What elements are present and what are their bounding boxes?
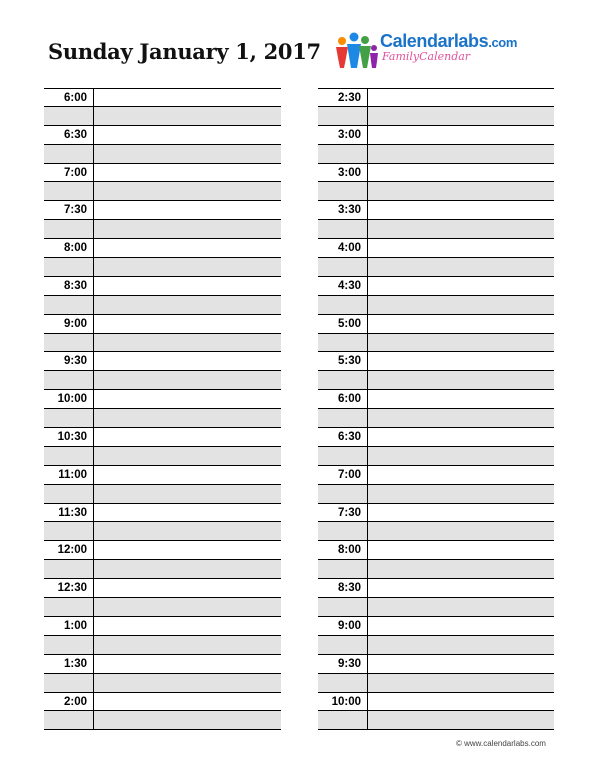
appointment-slot[interactable]	[368, 522, 554, 540]
family-people-icon	[334, 32, 378, 70]
appointment-slot[interactable]	[94, 711, 281, 729]
time-label-empty	[318, 711, 368, 729]
appointment-slot[interactable]	[368, 711, 554, 729]
time-slot-row	[318, 88, 554, 107]
appointment-slot[interactable]	[368, 220, 554, 238]
time-label-empty	[44, 674, 94, 692]
time-label: 8:30	[44, 277, 94, 295]
time-label-empty	[318, 522, 368, 540]
half-slot-row	[44, 447, 281, 466]
schedule-column-right	[318, 88, 554, 730]
time-label: 2:30	[318, 89, 368, 106]
appointment-slot[interactable]	[368, 674, 554, 692]
time-label: 1:00	[44, 617, 94, 635]
time-label: 9:30	[318, 655, 368, 673]
time-label-empty	[44, 182, 94, 200]
half-slot-row	[318, 598, 554, 617]
appointment-slot[interactable]	[94, 258, 281, 276]
half-slot-row	[318, 220, 554, 239]
time-label-empty	[318, 598, 368, 616]
half-slot-row	[44, 409, 281, 428]
time-slot-row	[318, 201, 554, 220]
page-title: Sunday January 1, 2017	[48, 39, 321, 64]
schedule-column-left	[44, 88, 281, 730]
appointment-slot[interactable]	[94, 636, 281, 654]
appointment-slot[interactable]	[368, 164, 554, 182]
time-slot-row	[318, 352, 554, 371]
time-label-empty	[44, 145, 94, 163]
time-label-empty	[318, 296, 368, 314]
time-slot-row	[318, 617, 554, 636]
half-slot-row	[318, 636, 554, 655]
time-slot-row	[318, 541, 554, 560]
appointment-slot[interactable]	[368, 352, 554, 370]
time-label-empty	[44, 560, 94, 578]
time-label: 3:00	[318, 164, 368, 182]
time-label: 6:00	[318, 390, 368, 408]
appointment-slot[interactable]	[368, 636, 554, 654]
half-slot-row	[318, 107, 554, 126]
time-slot-row	[44, 428, 281, 447]
time-label: 4:00	[318, 239, 368, 257]
time-slot-row	[318, 164, 554, 183]
appointment-slot[interactable]	[94, 201, 281, 219]
time-slot-row	[318, 277, 554, 296]
appointment-slot[interactable]	[368, 655, 554, 673]
time-slot-row	[44, 504, 281, 523]
time-label-empty	[318, 447, 368, 465]
appointment-slot[interactable]	[94, 617, 281, 635]
time-slot-row	[318, 504, 554, 523]
logo-brand-domain: .com	[488, 35, 517, 50]
appointment-slot[interactable]	[368, 617, 554, 635]
time-slot-row	[44, 277, 281, 296]
appointment-slot[interactable]	[368, 315, 554, 333]
time-slot-row	[44, 466, 281, 485]
time-label: 8:30	[318, 579, 368, 597]
time-label-empty	[44, 598, 94, 616]
appointment-slot[interactable]	[94, 541, 281, 559]
time-label-empty	[44, 296, 94, 314]
appointment-slot[interactable]	[94, 126, 281, 144]
time-label-empty	[44, 636, 94, 654]
time-label: 10:30	[44, 428, 94, 446]
half-slot-row	[44, 334, 281, 353]
appointment-slot[interactable]	[94, 598, 281, 616]
appointment-slot[interactable]	[94, 352, 281, 370]
time-label: 3:00	[318, 126, 368, 144]
time-slot-row	[44, 201, 281, 220]
time-label: 5:30	[318, 352, 368, 370]
time-label-empty	[318, 409, 368, 427]
appointment-slot[interactable]	[368, 201, 554, 219]
time-label: 3:30	[318, 201, 368, 219]
time-label: 7:00	[44, 164, 94, 182]
appointment-slot[interactable]	[94, 296, 281, 314]
appointment-slot[interactable]	[368, 258, 554, 276]
time-label-empty	[44, 220, 94, 238]
half-slot-row	[318, 560, 554, 579]
time-label-empty	[44, 522, 94, 540]
half-slot-row	[44, 296, 281, 315]
appointment-slot[interactable]	[94, 334, 281, 352]
half-slot-row	[44, 220, 281, 239]
appointment-slot[interactable]	[94, 107, 281, 125]
time-label: 6:30	[318, 428, 368, 446]
time-label-empty	[318, 334, 368, 352]
time-label-empty	[318, 145, 368, 163]
appointment-slot[interactable]	[94, 277, 281, 295]
half-slot-row	[44, 560, 281, 579]
time-label: 6:00	[44, 89, 94, 106]
time-label: 8:00	[318, 541, 368, 559]
appointment-slot[interactable]	[368, 485, 554, 503]
time-slot-row	[44, 352, 281, 371]
time-slot-row	[318, 428, 554, 447]
half-slot-row	[44, 636, 281, 655]
time-label-empty	[318, 258, 368, 276]
appointment-slot[interactable]	[368, 239, 554, 257]
appointment-slot[interactable]	[368, 466, 554, 484]
half-slot-row	[44, 107, 281, 126]
half-slot-row	[318, 522, 554, 541]
time-slot-row	[44, 126, 281, 145]
appointment-slot[interactable]	[94, 89, 281, 106]
time-slot-row	[318, 579, 554, 598]
appointment-slot[interactable]	[368, 598, 554, 616]
time-label-empty	[318, 485, 368, 503]
appointment-slot[interactable]	[94, 466, 281, 484]
time-slot-row	[44, 655, 281, 674]
appointment-slot[interactable]	[368, 296, 554, 314]
half-slot-row	[44, 522, 281, 541]
time-label: 12:00	[44, 541, 94, 559]
appointment-slot[interactable]	[94, 145, 281, 163]
appointment-slot[interactable]	[368, 428, 554, 446]
appointment-slot[interactable]	[94, 655, 281, 673]
appointment-slot[interactable]	[368, 693, 554, 711]
time-label-empty	[44, 334, 94, 352]
appointment-slot[interactable]	[94, 560, 281, 578]
appointment-slot[interactable]	[94, 164, 281, 182]
time-label-empty	[318, 674, 368, 692]
time-label-empty	[44, 409, 94, 427]
appointment-slot[interactable]	[94, 579, 281, 597]
half-slot-row	[318, 258, 554, 277]
half-slot-row	[318, 296, 554, 315]
half-slot-row	[44, 598, 281, 617]
appointment-slot[interactable]	[368, 579, 554, 597]
appointment-slot[interactable]	[368, 390, 554, 408]
time-slot-row	[44, 164, 281, 183]
appointment-slot[interactable]	[368, 447, 554, 465]
appointment-slot[interactable]	[368, 560, 554, 578]
time-label: 12:30	[44, 579, 94, 597]
time-slot-row	[44, 88, 281, 107]
time-label: 7:00	[318, 466, 368, 484]
calendarlabs-logo[interactable]	[334, 30, 534, 72]
appointment-slot[interactable]	[368, 126, 554, 144]
half-slot-row	[318, 485, 554, 504]
time-slot-row	[44, 617, 281, 636]
time-label-empty	[44, 485, 94, 503]
time-slot-row	[318, 466, 554, 485]
footer-copyright: © www.calendarlabs.com	[456, 739, 546, 748]
time-label-empty	[44, 711, 94, 729]
appointment-slot[interactable]	[94, 674, 281, 692]
appointment-slot[interactable]	[368, 409, 554, 427]
appointment-slot[interactable]	[368, 371, 554, 389]
half-slot-row	[318, 145, 554, 164]
appointment-slot[interactable]	[94, 693, 281, 711]
half-slot-row	[318, 711, 554, 730]
time-label-empty	[318, 560, 368, 578]
time-slot-row	[318, 655, 554, 674]
time-slot-row	[318, 315, 554, 334]
time-label: 5:00	[318, 315, 368, 333]
half-slot-row	[318, 334, 554, 353]
appointment-slot[interactable]	[94, 447, 281, 465]
appointment-slot[interactable]	[94, 239, 281, 257]
half-slot-row	[318, 674, 554, 693]
time-label: 1:30	[44, 655, 94, 673]
time-label: 7:30	[44, 201, 94, 219]
time-label: 10:00	[44, 390, 94, 408]
time-slot-row	[318, 239, 554, 258]
appointment-slot[interactable]	[94, 485, 281, 503]
time-label-empty	[44, 371, 94, 389]
time-label: 9:00	[44, 315, 94, 333]
time-label: 7:30	[318, 504, 368, 522]
time-label: 8:00	[44, 239, 94, 257]
half-slot-row	[318, 447, 554, 466]
time-label: 11:30	[44, 504, 94, 522]
time-label-empty	[44, 258, 94, 276]
half-slot-row	[44, 145, 281, 164]
appointment-slot[interactable]	[368, 107, 554, 125]
appointment-slot[interactable]	[94, 371, 281, 389]
time-label: 6:30	[44, 126, 94, 144]
time-label: 4:30	[318, 277, 368, 295]
time-slot-row	[318, 390, 554, 409]
time-label-empty	[318, 220, 368, 238]
appointment-slot[interactable]	[368, 277, 554, 295]
time-slot-row	[318, 126, 554, 145]
half-slot-row	[318, 182, 554, 201]
appointment-slot[interactable]	[368, 541, 554, 559]
appointment-slot[interactable]	[94, 220, 281, 238]
appointment-slot[interactable]	[94, 428, 281, 446]
appointment-slot[interactable]	[368, 182, 554, 200]
half-slot-row	[44, 485, 281, 504]
appointment-slot[interactable]	[368, 334, 554, 352]
time-slot-row	[44, 693, 281, 712]
time-slot-row	[44, 315, 281, 334]
time-label: 10:00	[318, 693, 368, 711]
half-slot-row	[44, 371, 281, 390]
half-slot-row	[318, 409, 554, 428]
appointment-slot[interactable]	[94, 182, 281, 200]
half-slot-row	[318, 371, 554, 390]
appointment-slot[interactable]	[368, 145, 554, 163]
half-slot-row	[44, 711, 281, 730]
time-label-empty	[44, 107, 94, 125]
time-slot-row	[44, 541, 281, 560]
time-label-empty	[44, 447, 94, 465]
time-label: 11:00	[44, 466, 94, 484]
appointment-slot[interactable]	[368, 89, 554, 106]
half-slot-row	[44, 674, 281, 693]
time-slot-row	[318, 693, 554, 712]
logo-brand-name: Calendarlabs	[380, 31, 489, 51]
appointment-slot[interactable]	[94, 409, 281, 427]
time-label-empty	[318, 107, 368, 125]
appointment-slot[interactable]	[94, 504, 281, 522]
time-label: 9:00	[318, 617, 368, 635]
half-slot-row	[44, 182, 281, 201]
time-label-empty	[318, 636, 368, 654]
logo-tagline: FamilyCalendar	[382, 50, 471, 63]
appointment-slot[interactable]	[94, 390, 281, 408]
time-slot-row	[44, 579, 281, 598]
time-slot-row	[44, 239, 281, 258]
time-label: 9:30	[44, 352, 94, 370]
appointment-slot[interactable]	[368, 504, 554, 522]
appointment-slot[interactable]	[94, 315, 281, 333]
appointment-slot[interactable]	[94, 522, 281, 540]
time-label: 2:00	[44, 693, 94, 711]
time-label-empty	[318, 182, 368, 200]
time-label-empty	[318, 371, 368, 389]
half-slot-row	[44, 258, 281, 277]
time-slot-row	[44, 390, 281, 409]
